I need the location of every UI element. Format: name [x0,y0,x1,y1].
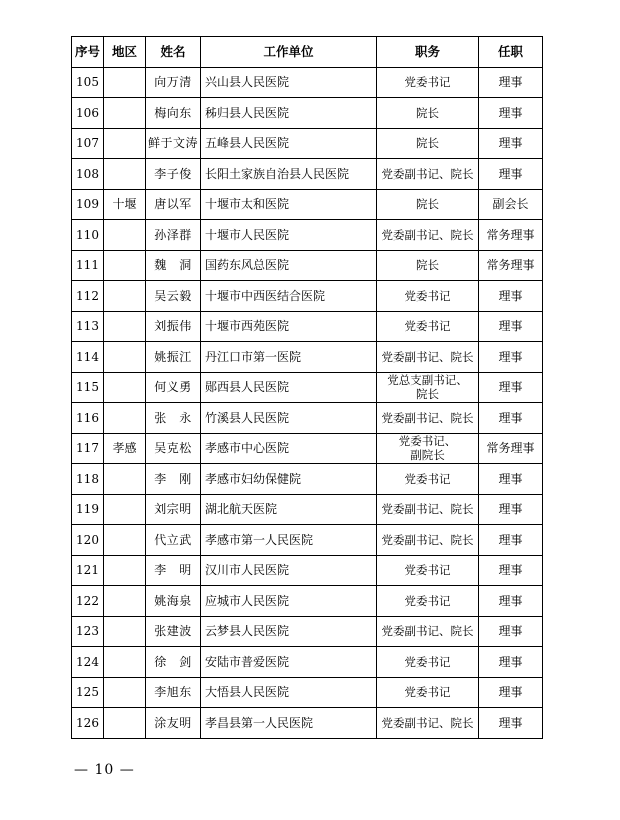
cell-unit: 十堰市太和医院 [201,189,377,220]
cell-unit: 云梦县人民医院 [201,616,377,647]
table-row [72,586,543,617]
cell-unit: 秭归县人民医院 [201,98,377,129]
cell-position: 理事 [479,67,543,98]
cell-unit: 竹溪县人民医院 [201,403,377,434]
cell-name: 徐 剑 [146,647,201,678]
table-row [72,189,543,220]
header-position: 任职 [479,37,543,68]
table-body [72,67,543,738]
cell-name: 魏 洞 [146,250,201,281]
cell-unit: 湖北航天医院 [201,494,377,525]
cell-unit: 大悟县人民医院 [201,677,377,708]
cell-region [104,464,146,495]
table-row [72,677,543,708]
cell-unit: 国药东风总医院 [201,250,377,281]
cell-role: 院长 [377,128,479,159]
cell-role: 党委副书记、院长 [377,616,479,647]
cell-role: 党委副书记、院长 [377,403,479,434]
header-unit: 工作单位 [201,37,377,68]
cell-role: 党委副书记、院长 [377,159,479,190]
table-row [72,67,543,98]
cell-position: 理事 [479,708,543,739]
cell-number: 115 [72,372,104,403]
cell-name: 姚振江 [146,342,201,373]
member-table [71,36,543,739]
table-row [72,128,543,159]
cell-position: 理事 [479,555,543,586]
cell-role: 党委书记 [377,67,479,98]
cell-unit: 兴山县人民医院 [201,67,377,98]
cell-role: 党委副书记、院长 [377,494,479,525]
header-number: 序号 [72,37,104,68]
table-row [72,433,543,464]
table-row [72,616,543,647]
cell-unit: 汉川市人民医院 [201,555,377,586]
cell-name: 吴克松 [146,433,201,464]
cell-name: 向万清 [146,67,201,98]
cell-region [104,281,146,312]
cell-region [104,342,146,373]
table-row [72,159,543,190]
cell-unit: 十堰市人民医院 [201,220,377,251]
cell-position: 理事 [479,311,543,342]
cell-role: 党委书记 [377,311,479,342]
cell-name: 代立武 [146,525,201,556]
cell-name: 李 明 [146,555,201,586]
cell-region [104,372,146,403]
cell-number: 111 [72,250,104,281]
cell-region [104,250,146,281]
table-row [72,708,543,739]
cell-role: 党委书记 [377,586,479,617]
cell-name: 梅向东 [146,98,201,129]
cell-region [104,616,146,647]
table-row [72,525,543,556]
cell-position: 理事 [479,616,543,647]
table-row [72,403,543,434]
cell-region [104,220,146,251]
page-number: — 10 — [74,762,135,778]
cell-position: 理事 [479,159,543,190]
cell-number: 118 [72,464,104,495]
cell-name: 李 刚 [146,464,201,495]
cell-number: 114 [72,342,104,373]
cell-number: 119 [72,494,104,525]
cell-region [104,555,146,586]
cell-region [104,708,146,739]
table-row [72,250,543,281]
cell-role: 院长 [377,189,479,220]
cell-role: 党委书记、 副院长 [377,433,479,464]
cell-position: 理事 [479,128,543,159]
table-row [72,464,543,495]
cell-name: 李子俊 [146,159,201,190]
cell-unit: 孝感市第一人民医院 [201,525,377,556]
cell-position: 理事 [479,647,543,678]
cell-unit: 孝感市中心医院 [201,433,377,464]
cell-role: 院长 [377,98,479,129]
cell-number: 110 [72,220,104,251]
cell-position: 理事 [479,525,543,556]
cell-region [104,311,146,342]
cell-name: 涂友明 [146,708,201,739]
cell-role: 党委书记 [377,464,479,495]
cell-region: 十堰 [104,189,146,220]
cell-unit: 十堰市中西医结合医院 [201,281,377,312]
cell-position: 副会长 [479,189,543,220]
cell-region [104,586,146,617]
cell-position: 理事 [479,372,543,403]
cell-number: 116 [72,403,104,434]
table-row [72,98,543,129]
cell-number: 126 [72,708,104,739]
cell-region [104,98,146,129]
cell-unit: 五峰县人民医院 [201,128,377,159]
cell-number: 112 [72,281,104,312]
cell-position: 理事 [479,586,543,617]
cell-name: 吴云毅 [146,281,201,312]
cell-name: 孙泽群 [146,220,201,251]
cell-name: 鲜于文涛 [146,128,201,159]
cell-unit: 安陆市普爱医院 [201,647,377,678]
cell-unit: 十堰市西苑医院 [201,311,377,342]
cell-unit: 孝感市妇幼保健院 [201,464,377,495]
cell-number: 107 [72,128,104,159]
cell-region [104,525,146,556]
cell-name: 刘宗明 [146,494,201,525]
cell-position: 常务理事 [479,250,543,281]
cell-region [104,494,146,525]
cell-region [104,67,146,98]
table-row [72,342,543,373]
cell-number: 121 [72,555,104,586]
cell-position: 理事 [479,342,543,373]
cell-number: 106 [72,98,104,129]
cell-region [104,128,146,159]
cell-number: 124 [72,647,104,678]
cell-region [104,647,146,678]
cell-position: 常务理事 [479,433,543,464]
cell-position: 理事 [479,98,543,129]
cell-number: 120 [72,525,104,556]
cell-name: 张 永 [146,403,201,434]
cell-region [104,403,146,434]
table-row [72,281,543,312]
table-row [72,311,543,342]
cell-role: 党委副书记、院长 [377,342,479,373]
cell-number: 125 [72,677,104,708]
cell-name: 李旭东 [146,677,201,708]
cell-region: 孝感 [104,433,146,464]
cell-role: 党委书记 [377,281,479,312]
cell-role: 党委副书记、院长 [377,220,479,251]
cell-name: 唐以军 [146,189,201,220]
table-row [72,647,543,678]
table-row [72,220,543,251]
cell-position: 理事 [479,494,543,525]
header-region: 地区 [104,37,146,68]
cell-unit: 丹江口市第一医院 [201,342,377,373]
cell-position: 常务理事 [479,220,543,251]
cell-name: 刘振伟 [146,311,201,342]
table-row [72,555,543,586]
header-name: 姓名 [146,37,201,68]
cell-role: 党总支副书记、 院长 [377,372,479,403]
table-row [72,372,543,403]
cell-region [104,159,146,190]
cell-role: 党委书记 [377,555,479,586]
cell-unit: 长阳土家族自治县人民医院 [201,159,377,190]
cell-name: 何义勇 [146,372,201,403]
cell-number: 109 [72,189,104,220]
cell-unit: 孝昌县第一人民医院 [201,708,377,739]
cell-number: 123 [72,616,104,647]
cell-role: 党委副书记、院长 [377,708,479,739]
cell-unit: 郧西县人民医院 [201,372,377,403]
cell-role: 党委书记 [377,677,479,708]
cell-number: 113 [72,311,104,342]
cell-number: 122 [72,586,104,617]
cell-position: 理事 [479,677,543,708]
cell-number: 117 [72,433,104,464]
table-row [72,494,543,525]
cell-region [104,677,146,708]
cell-position: 理事 [479,464,543,495]
cell-role: 院长 [377,250,479,281]
cell-position: 理事 [479,403,543,434]
cell-number: 105 [72,67,104,98]
cell-name: 张建波 [146,616,201,647]
cell-unit: 应城市人民医院 [201,586,377,617]
table-header [72,37,543,68]
cell-position: 理事 [479,281,543,312]
cell-name: 姚海泉 [146,586,201,617]
header-role: 职务 [377,37,479,68]
cell-role: 党委副书记、院长 [377,525,479,556]
cell-number: 108 [72,159,104,190]
cell-role: 党委书记 [377,647,479,678]
